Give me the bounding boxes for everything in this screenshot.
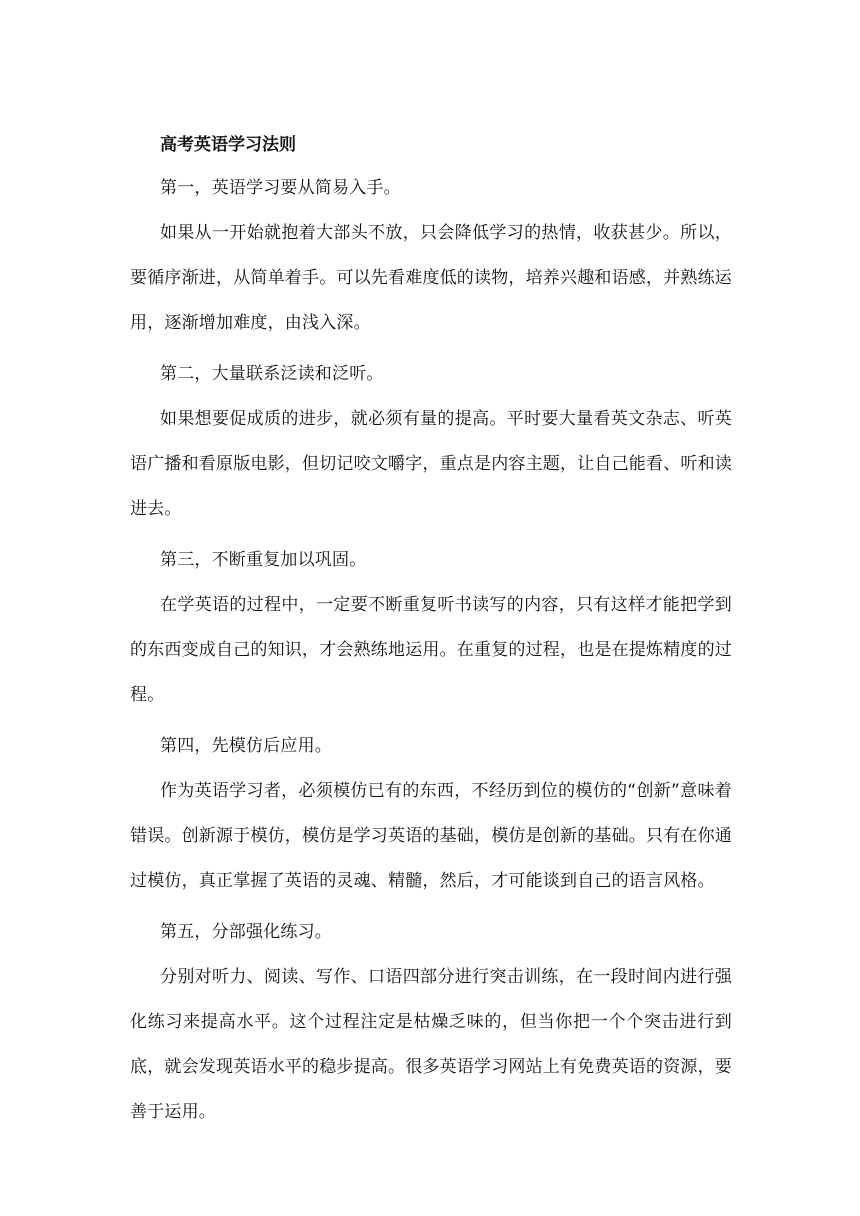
section-heading: 第四，先模仿后应用。	[160, 736, 332, 756]
section-heading: 第五，分部强化练习。	[160, 922, 332, 942]
section-heading: 第三，不断重复加以巩固。	[160, 550, 367, 570]
section-body: 作为英语学习者，必须模仿已有的东西，不经历到位的模仿的“创新”意味着错误。创新源于模仿，模仿是学习英语的基础，模仿是创新的基础。只有在你通过模仿，真正掌握了英语的灵魂、精髓，然后，才可能谈到自己的语言风格。	[130, 781, 732, 891]
section-body: 在学英语的过程中，一定要不断重复听书读写的内容，只有这样才能把学到的东西变成自己的知识，才会熟练地运用。在重复的过程，也是在提炼精度的过程。	[130, 595, 732, 705]
document-title: 高考英语学习法则	[160, 135, 296, 155]
section-5	[130, 910, 732, 1135]
section-2	[130, 352, 732, 532]
section-3	[130, 538, 732, 718]
section-heading: 第一，英语学习要从简易入手。	[160, 178, 401, 198]
section-heading: 第二，大量联系泛读和泛听。	[160, 364, 384, 384]
section-body: 如果想要促成质的进步，就必须有量的提高。平时要大量看英文杂志、听英语广播和看原版电影，但切记咬文嚼字，重点是内容主题，让自己能看、听和读进去。	[130, 409, 732, 519]
section-1	[130, 166, 732, 346]
section-4	[130, 724, 732, 904]
section-body: 分别对听力、阅读、写作、口语四部分进行突击训练，在一段时间内进行强化练习来提高水平。这个过程注定是枯燥乏味的，但当你把一个个突击进行到底，就会发现英语水平的稳步提高。很多英语学习网站上有免费英语的资源，要善于运用。	[130, 967, 732, 1122]
section-body: 如果从一开始就抱着大部头不放，只会降低学习的热情，收获甚少。所以，要循序渐进，从简单着手。可以先看难度低的读物，培养兴趣和语感，并熟练运用，逐渐增加难度，由浅入深。	[130, 223, 732, 333]
